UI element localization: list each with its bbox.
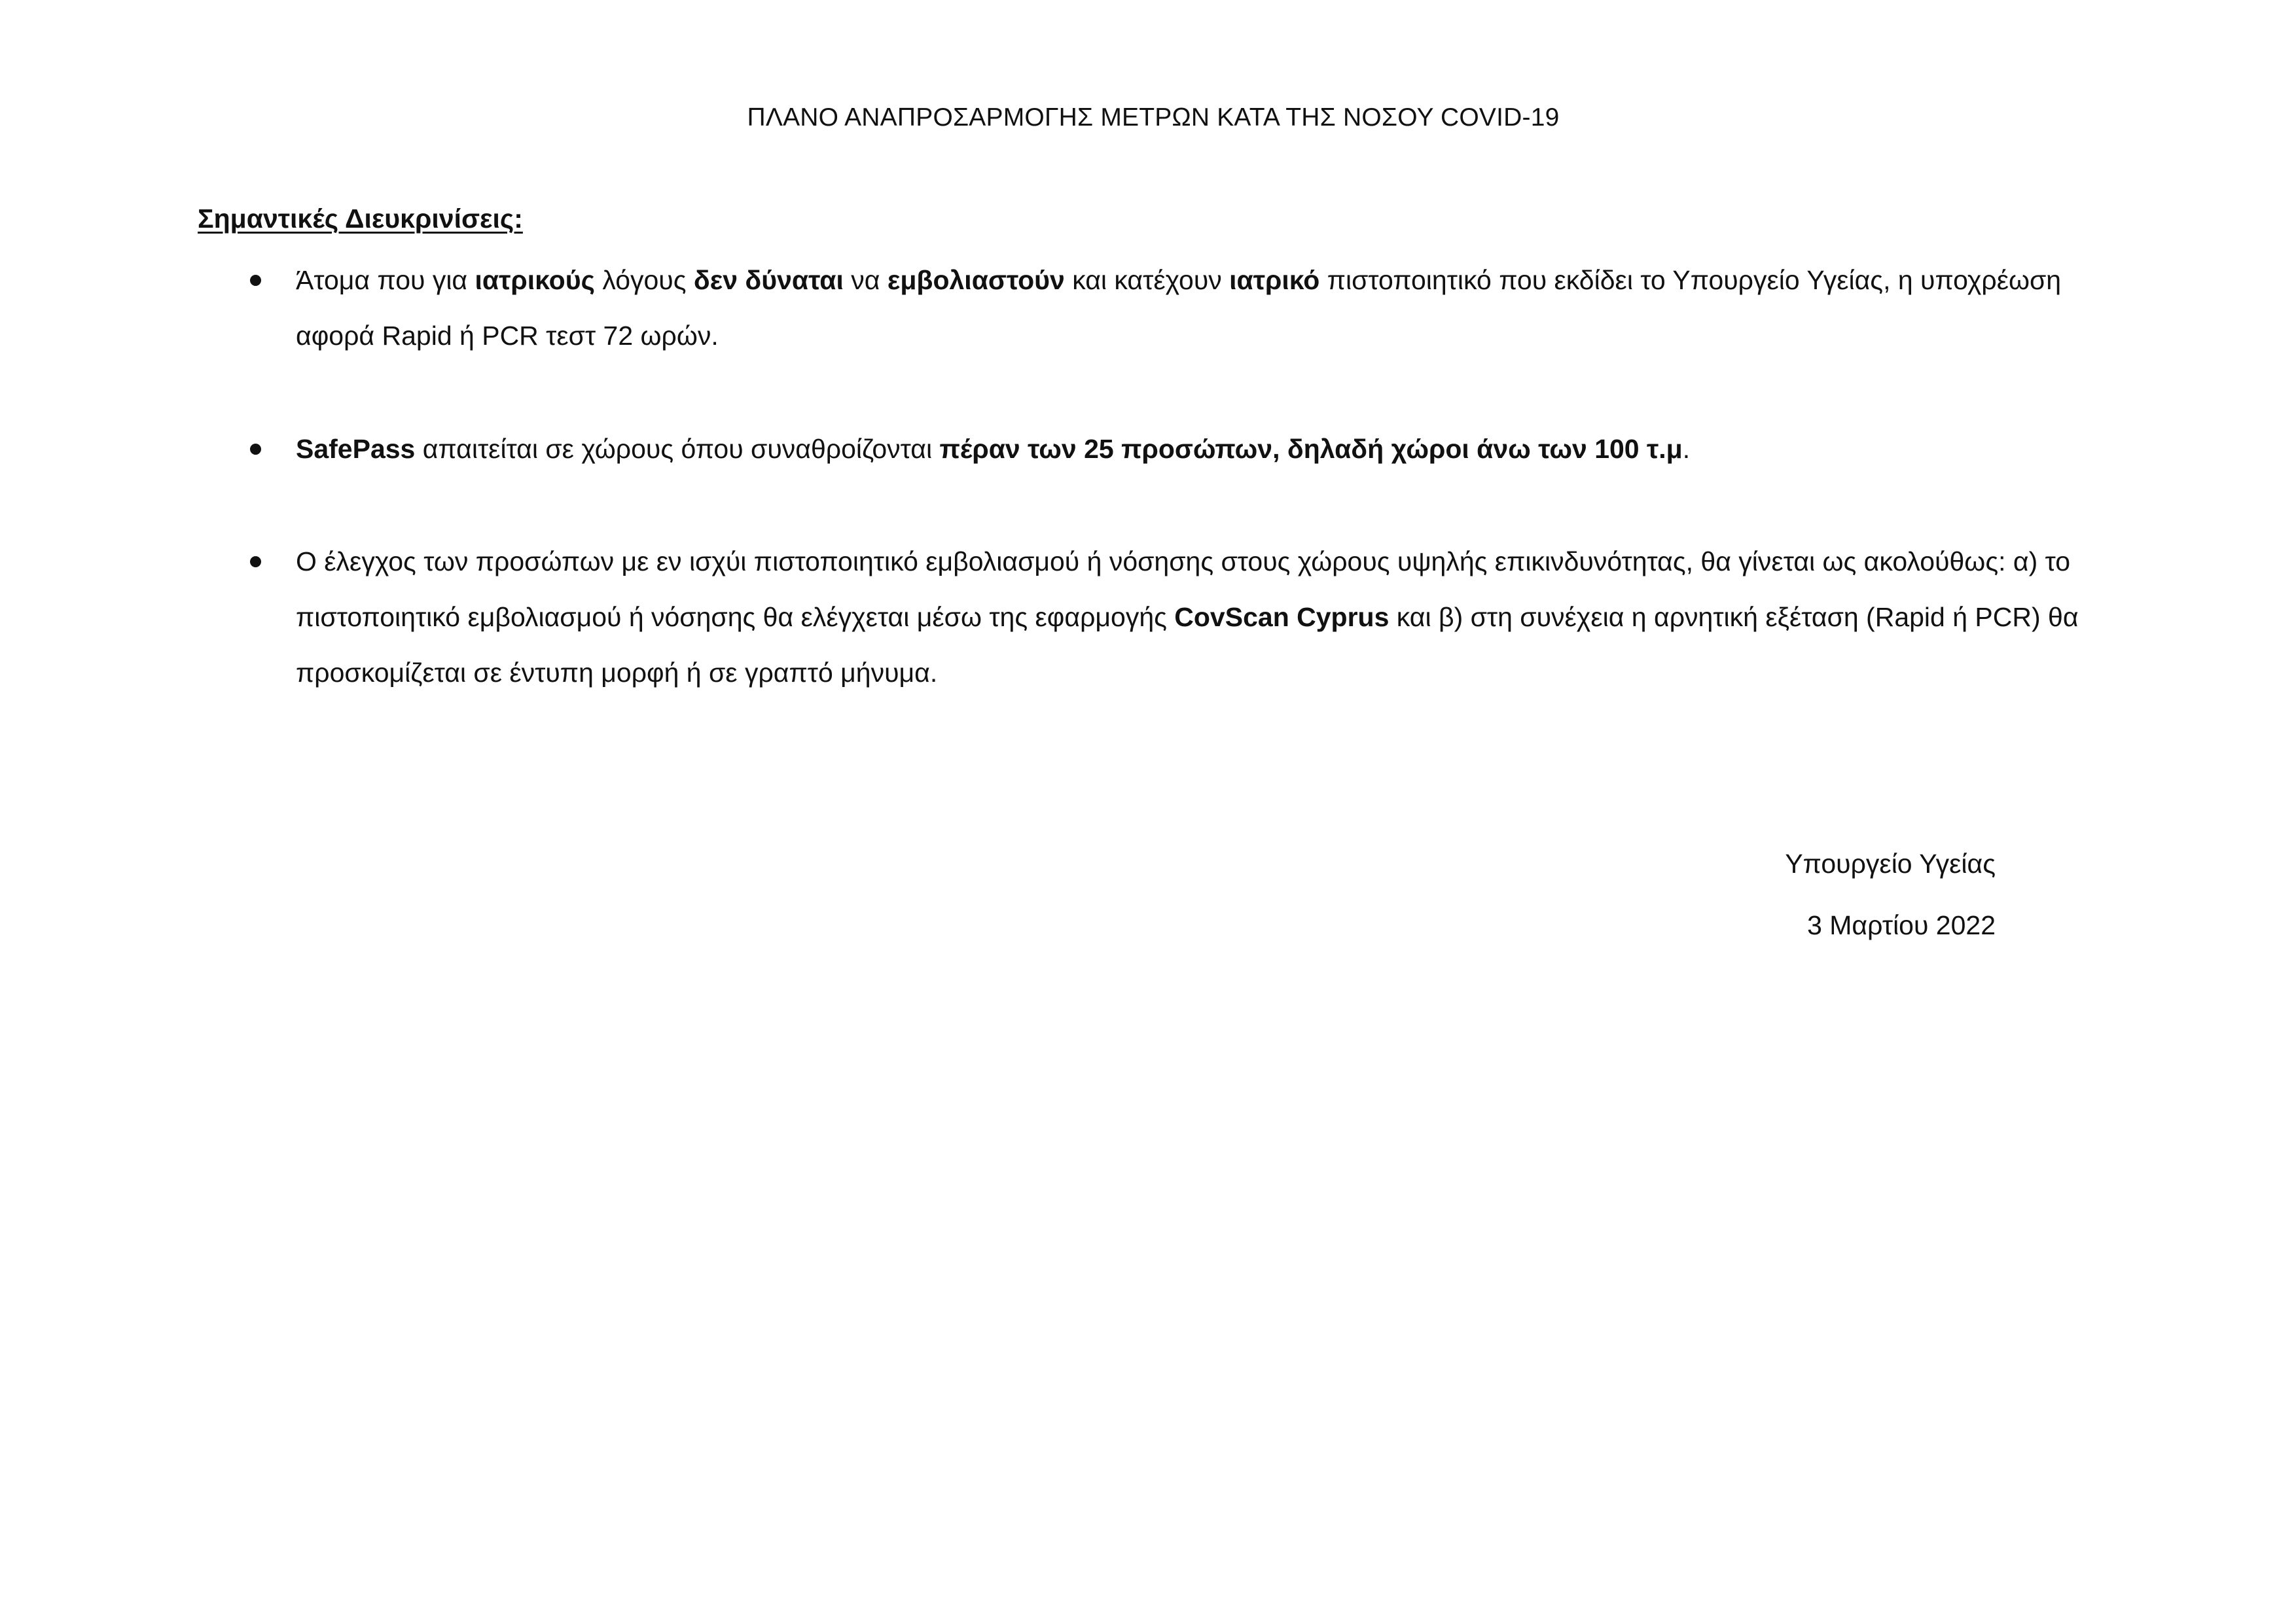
text-run: απαιτείται σε χώρους όπου συναθροίζονται	[415, 434, 940, 464]
list-item-text	[296, 421, 2106, 477]
bullet-icon	[250, 444, 261, 455]
bullet-icon	[250, 556, 261, 567]
signature-date: 3 Μαρτίου 2022	[1807, 910, 1996, 940]
text-run: Ο έλεγχος των προσώπων με εν ισχύι πιστοποιητικό εμβολιασμού ή νόσησης στους χώρους υψηλής επικινδυνότητας, θα γίνεται ως ακολούθως: α) το πιστοποιητικό εμβολιασμού ή νόσησης θα ελέγχεται μέσω της εφαρμογής	[296, 546, 2071, 632]
text-run: και β) στη συνέχεια η αρνητική εξέταση (Rapid ή PCR) θα προσκομίζεται σε έντυπη μορφή ή σε γραπτό μήνυμα.	[296, 602, 2079, 688]
document-title: ΠΛΑΝΟ ΑΝΑΠΡΟΣΑΡΜΟΓΗΣ ΜΕΤΡΩΝ ΚΑΤΑ ΤΗΣ ΝΟΣΟΥ COVID-19	[747, 103, 1560, 132]
bold-text-run: δεν δύναται	[693, 265, 844, 295]
bold-text-run: εμβολιαστούν	[887, 265, 1065, 295]
text-run: και κατέχουν	[1064, 265, 1230, 295]
bold-text-run: SafePass	[296, 434, 416, 464]
signature-authority: Υπουργείο Υγείας	[1785, 849, 1996, 879]
text-run: λόγους	[594, 265, 694, 295]
section-heading: Σημαντικές Διευκρινίσεις:	[198, 203, 523, 234]
list-item-text	[296, 253, 2106, 364]
bold-text-run: ιατρικό	[1229, 265, 1320, 295]
text-run: πιστοποιητικό που εκδίδει το Υπουργείο Υγείας, η υποχρέωση αφορά Rapid ή PCR τεστ 72 ωρών.	[296, 265, 2062, 351]
bullet-icon	[250, 275, 261, 286]
bold-text-run: πέραν των 25 προσώπων, δηλαδή χώροι άνω των 100 τ.μ	[939, 434, 1683, 464]
text-run: .	[1682, 434, 1691, 464]
text-run: να	[843, 265, 888, 295]
text-run: Άτομα που για	[296, 265, 475, 295]
bold-text-run: CovScan Cyprus	[1174, 602, 1390, 632]
list-item-text	[296, 534, 2106, 701]
bold-text-run: ιατρικούς	[475, 265, 595, 295]
